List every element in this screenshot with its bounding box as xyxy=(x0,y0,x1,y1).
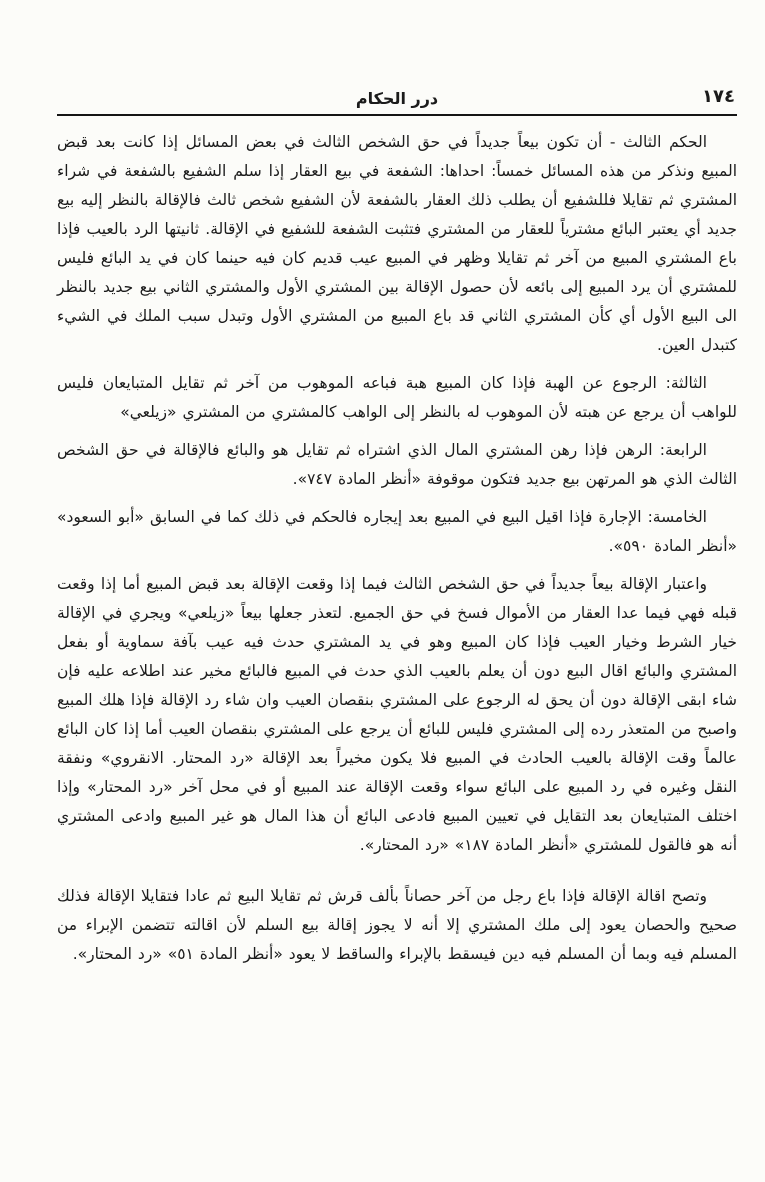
paragraph-iqala-new-sale: واعتبار الإقالة بيعاً جديداً في حق الشخص الثالث فيما إذا وقعت الإقالة بعد قبض المبيع أما إذا وقعت قبله فهي فيما عدا العقار من الأموال فسخ في حق الجميع. لتعذر جعلها بيعاً «زيلعي» ويجري في الإقالة خيار الشرط وخيار العيب فإذا كان المبيع وهو في يد المشتري حدث فيه عيب بآفة سماوية أو بفعل المشتري والبائع اقال البيع دون أن يعلم بالعيب الذي حدث في المبيع فالبائع مخير عند اطلاعه عليه فإن شاء ابقى الإقالة دون أن يحق له الرجوع على المشتري بنقصان العيب وان شاء رد الإقالة فإذا هلك المبيع واصبح من المتعذر رده إلى المشتري فليس للبائع أن يرجع على المشتري بنقصان العيب أما إذا كان البائع عالماً وقت الإقالة بالعيب الحادث في المبيع فلا يكون مخيراً بعد الإقالة «رد المحتار. الانقروي» ونفقة النقل وغيره في رد المبيع على البائع سواء وقعت الإقالة عند المبيع أو في محل آخر «رد المحتار» وإذا اختلف المتبايعان بعد التقايل في تعيين المبيع فادعى البائع أن هذا المال هو غير المبيع وادعى المشتري أنه هو فالقول للمشتري «أنظر المادة ١٨٧» «رد المحتار». xyxy=(57,575,737,854)
paragraph-iqala-of-iqala: وتصح اقالة الإقالة فإذا باع رجل من آخر حصاناً بألف قرش ثم تقايلا البيع ثم عادا فتقايلا الإقالة فذلك صحيح والحصان يعود إلى ملك المشتري إلا أنه لا يجوز إقالة بيع السلم لأن اقالته تتضمن الإبراء من المسلم فيه وبما أن المسلم فيه دين فيسقط بالإبراء والساقط لا يعود «أنظر المادة ٥١» «رد المحتار». xyxy=(57,887,737,963)
paragraph-fourth-case-pledge: الرابعة: الرهن فإذا رهن المشتري المال الذي اشتراه ثم تقايل هو والبائع فالإقالة في حق الشخص الثالث الذي هو المرتهن بيع جديد فتكون موقوفة «أنظر المادة ٧٤٧». xyxy=(57,441,737,488)
page-header xyxy=(57,88,737,116)
body-text xyxy=(57,128,737,969)
book-title: درر الحكام xyxy=(355,89,439,108)
page-number: ١٧٤ xyxy=(702,86,735,107)
paragraph-ruling-three: الحكم الثالث - أن تكون بيعاً جديداً في حق الشخص الثالث في بعض المسائل إذا كانت بعد قبض المبيع ونذكر من هذه المسائل خمساً: احداها: الشفعة في بيع العقار إذا سلم الشفيع بالشفعة في شراء المشتري ثم تقايلا فللشفيع أن يطلب ذلك العقار بالشفعة لأن الشفيع شخص ثالث فالإقالة بالنظر إليه بيع جديد أي يعتبر البائع مشترياً للعقار من المشتري فتثبت الشفعة للشفيع في الإقالة. ثانيتها الرد بالعيب فإذا باع المشتري المبيع من آخر ثم تقايلا وظهر في المبيع عيب قديم كان فيه حينما كان في يد البائع فليس للمشتري أن يرد المبيع إلى بائعه لأن حصول الإقالة بين المشتري الأول والمشتري الثاني بيع جديد بالنظر الى البيع الأول أي كأن المشتري الثاني قد باع المبيع من المشتري الأول وتبدل سبب الملك في الشيء كتبدل العين. xyxy=(57,133,737,354)
paragraph-third-case-gift: الثالثة: الرجوع عن الهبة فإذا كان المبيع هبة فباعه الموهوب من آخر ثم تقايل المتبايعان فليس للواهب أن يرجع عن هبته لأن الموهوب له بالنظر إلى الواهب كالمشتري من المشتري «زيلعي» xyxy=(57,374,737,421)
paragraph-fifth-case-lease: الخامسة: الإجارة فإذا اقيل البيع في المبيع بعد إيجاره فالحكم في ذلك كما في السابق «أبو السعود» «أنظر المادة ٥٩٠». xyxy=(57,508,737,555)
